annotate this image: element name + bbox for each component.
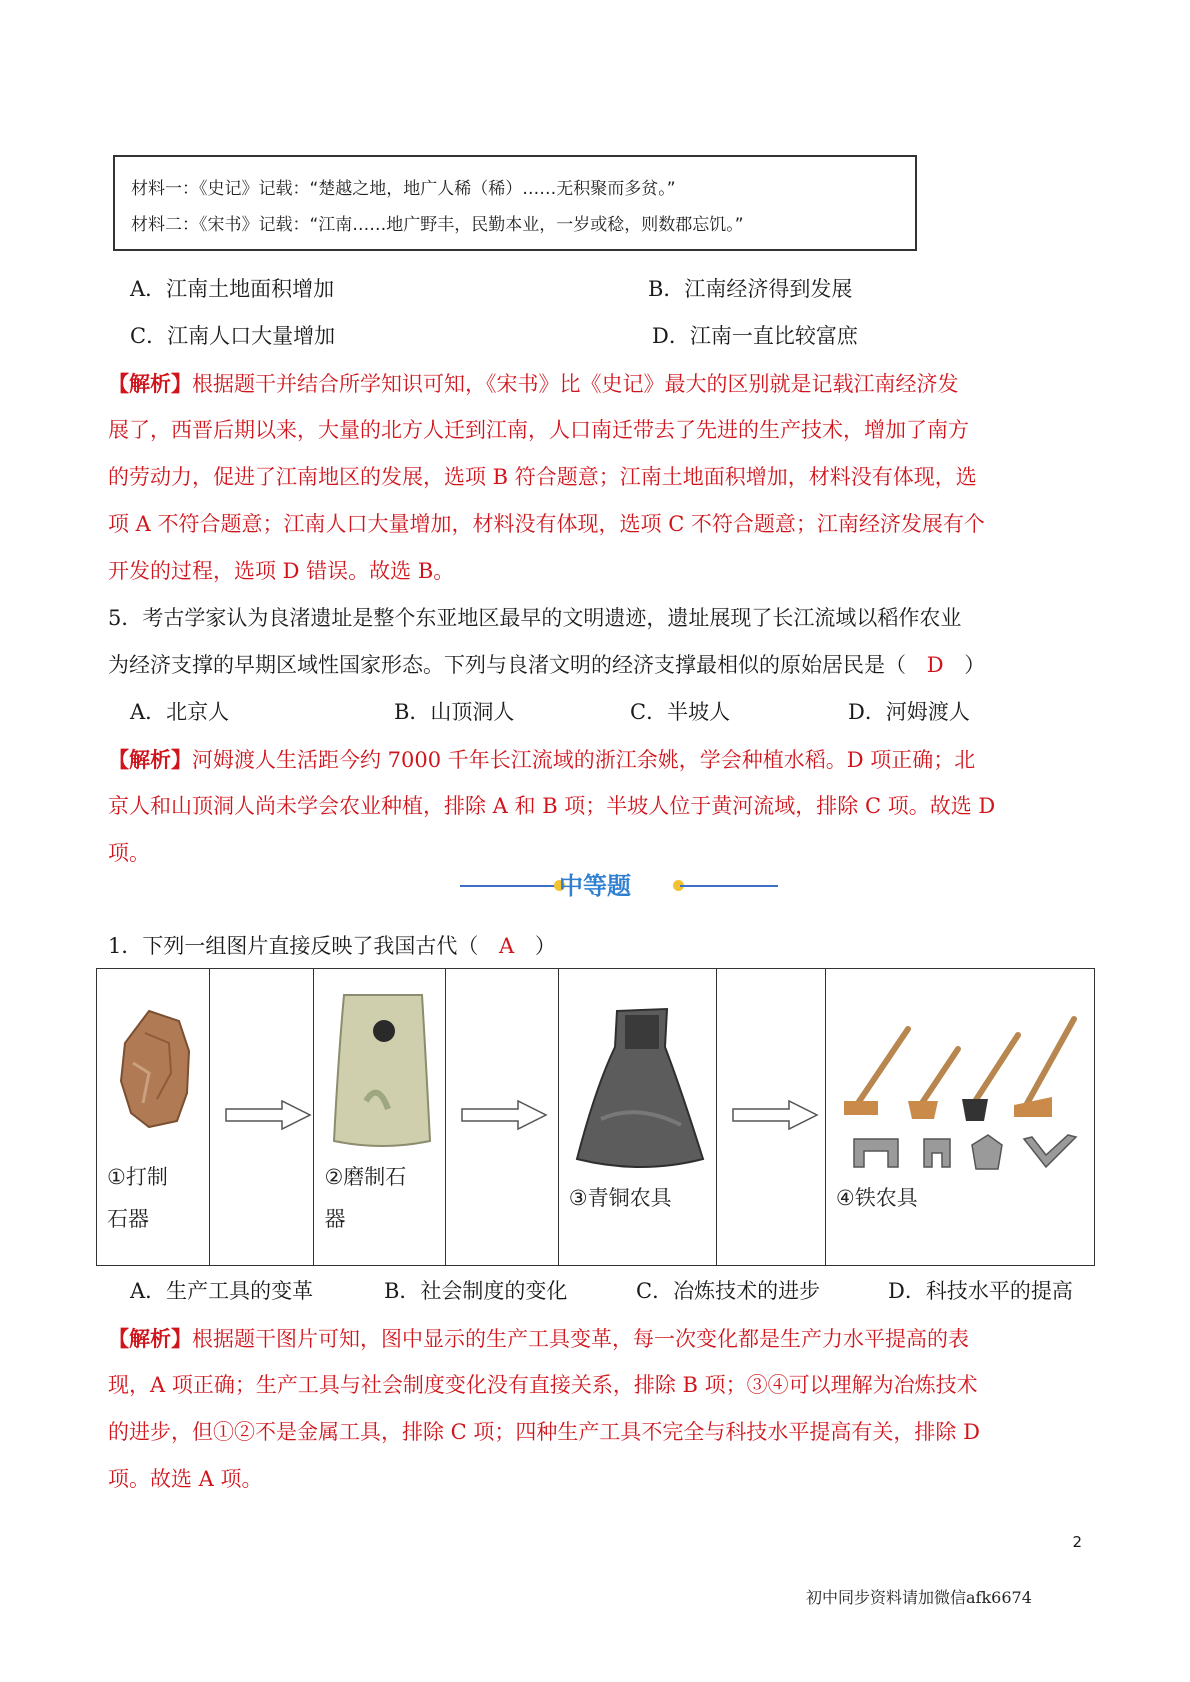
page-number: 2 [1072, 1533, 1082, 1551]
material-line-1: 材料一：《史记》记载：“楚越之地，地广人稀（稀）……无积聚而多贫。” [131, 179, 676, 199]
q4-option-a[interactable]: A．江南土地面积增加 [130, 277, 335, 301]
footer-note: 初中同步资料请加微信afk6674 [806, 1588, 1032, 1607]
q5-analysis-line-3: 项。 [108, 841, 150, 865]
analysis-tag: 【解析】 [108, 371, 192, 396]
arrow-right-icon [731, 1099, 821, 1131]
mq1-answer: A [499, 934, 515, 958]
q4-analysis-line-2: 展了，西晋后期以来，大量的北方人迁到江南，人口南迁带去了先进的生产技术，增加了南方 [108, 418, 969, 442]
material-box [113, 155, 917, 251]
caption-bronze: ③青铜农具 [568, 1186, 672, 1210]
mq1-analysis-line-1: 【解析】根据题干图片可知，图中显示的生产工具变革，每一次变化都是生产力水平提高的表 [108, 1326, 969, 1351]
q5-stem-line-2: 为经济支撑的早期区域性国家形态。下列与良渚文明的经济支撑最相似的原始居民是（ D ） [108, 653, 986, 677]
mq1-option-a[interactable]: A．生产工具的变革 [130, 1279, 314, 1303]
mq1-analysis-line-2: 现，A 项正确；生产工具与社会制度变化没有直接关系，排除 B 项；③④可以理解为冶炼技术 [108, 1373, 978, 1397]
chipped-stone-icon [109, 1003, 209, 1133]
q4-analysis-line-1: 【解析】根据题干并结合所学知识可知，《宋书》比《史记》最大的区别就是记载江南经济发 [108, 371, 959, 396]
section-divider-right [680, 885, 778, 887]
cell-stone-polished [314, 969, 445, 1266]
q4-option-b[interactable]: B．江南经济得到发展 [648, 277, 853, 301]
mq1-option-d[interactable]: D．科技水平的提高 [888, 1279, 1073, 1303]
mq1-stem: 1．下列一组图片直接反映了我国古代（ A ） [108, 934, 556, 958]
caption-polished-line-2: 器 [324, 1207, 346, 1231]
q5-option-b[interactable]: B．山顶洞人 [394, 700, 515, 724]
caption-chipped-line-2: 石器 [107, 1207, 149, 1231]
cell-bronze-tool [558, 969, 716, 1266]
analysis-tag: 【解析】 [108, 1326, 192, 1351]
cell-arrow-2 [445, 969, 558, 1266]
iron-tools-icon [838, 1009, 1088, 1179]
cell-arrow-1 [210, 969, 314, 1266]
tools-picture-table [96, 968, 1095, 1266]
caption-chipped-line-1: ①打制 [107, 1165, 168, 1189]
arrow-right-icon [224, 1099, 314, 1131]
q5-analysis-line-2: 京人和山顶洞人尚未学会农业种植，排除 A 和 B 项；半坡人位于黄河流域，排除 C 项。故选 D [108, 794, 996, 818]
q4-analysis-line-5: 开发的过程，选项 D 错误。故选 B。 [108, 559, 455, 583]
cell-arrow-3 [716, 969, 825, 1266]
q5-option-d[interactable]: D．河姆渡人 [848, 700, 970, 724]
mq1-analysis-line-3: 的进步，但①②不是金属工具，排除 C 项；四种生产工具不完全与科技水平提高有关，排除 D [108, 1420, 980, 1444]
q4-option-c[interactable]: C．江南人口大量增加 [130, 324, 336, 348]
q5-option-a[interactable]: A．北京人 [130, 700, 230, 724]
q4-analysis-line-4: 项 A 不符合题意；江南人口大量增加，材料没有体现，选项 C 不符合题意；江南经济发展有个 [108, 512, 985, 536]
cell-iron-tools [825, 969, 1094, 1266]
q5-stem-line-1: 5．考古学家认为良渚遗址是整个东亚地区最早的文明遗迹，遗址展现了长江流域以稻作农业 [108, 606, 962, 630]
q5-analysis-line-1: 【解析】河姆渡人生活距今约 7000 千年长江流域的浙江余姚，学会种植水稻。D 项正确；北 [108, 747, 976, 772]
bronze-tool-icon [571, 999, 711, 1179]
q4-option-d[interactable]: D．江南一直比较富庶 [652, 324, 858, 348]
q5-option-c[interactable]: C．半坡人 [630, 700, 731, 724]
q5-answer: D [926, 653, 944, 677]
analysis-tag: 【解析】 [108, 747, 192, 772]
caption-iron: ④铁农具 [835, 1186, 918, 1210]
caption-polished-line-1: ②磨制石 [324, 1165, 407, 1189]
mq1-analysis-line-4: 项。故选 A 项。 [108, 1467, 263, 1491]
polished-stone-icon [326, 991, 438, 1151]
cell-stone-chipped [97, 969, 210, 1266]
mq1-option-c[interactable]: C．冶炼技术的进步 [636, 1279, 821, 1303]
q4-analysis-line-3: 的劳动力，促进了江南地区的发展，选项 B 符合题意；江南土地面积增加，材料没有体现，选 [108, 465, 977, 489]
material-line-2: 材料二：《宋书》记载：“江南……地广野丰，民勤本业，一岁或稔，则数郡忘饥。” [131, 215, 744, 235]
mq1-option-b[interactable]: B．社会制度的变化 [384, 1279, 568, 1303]
section-title: 中等题 [559, 872, 631, 900]
arrow-right-icon [460, 1099, 550, 1131]
